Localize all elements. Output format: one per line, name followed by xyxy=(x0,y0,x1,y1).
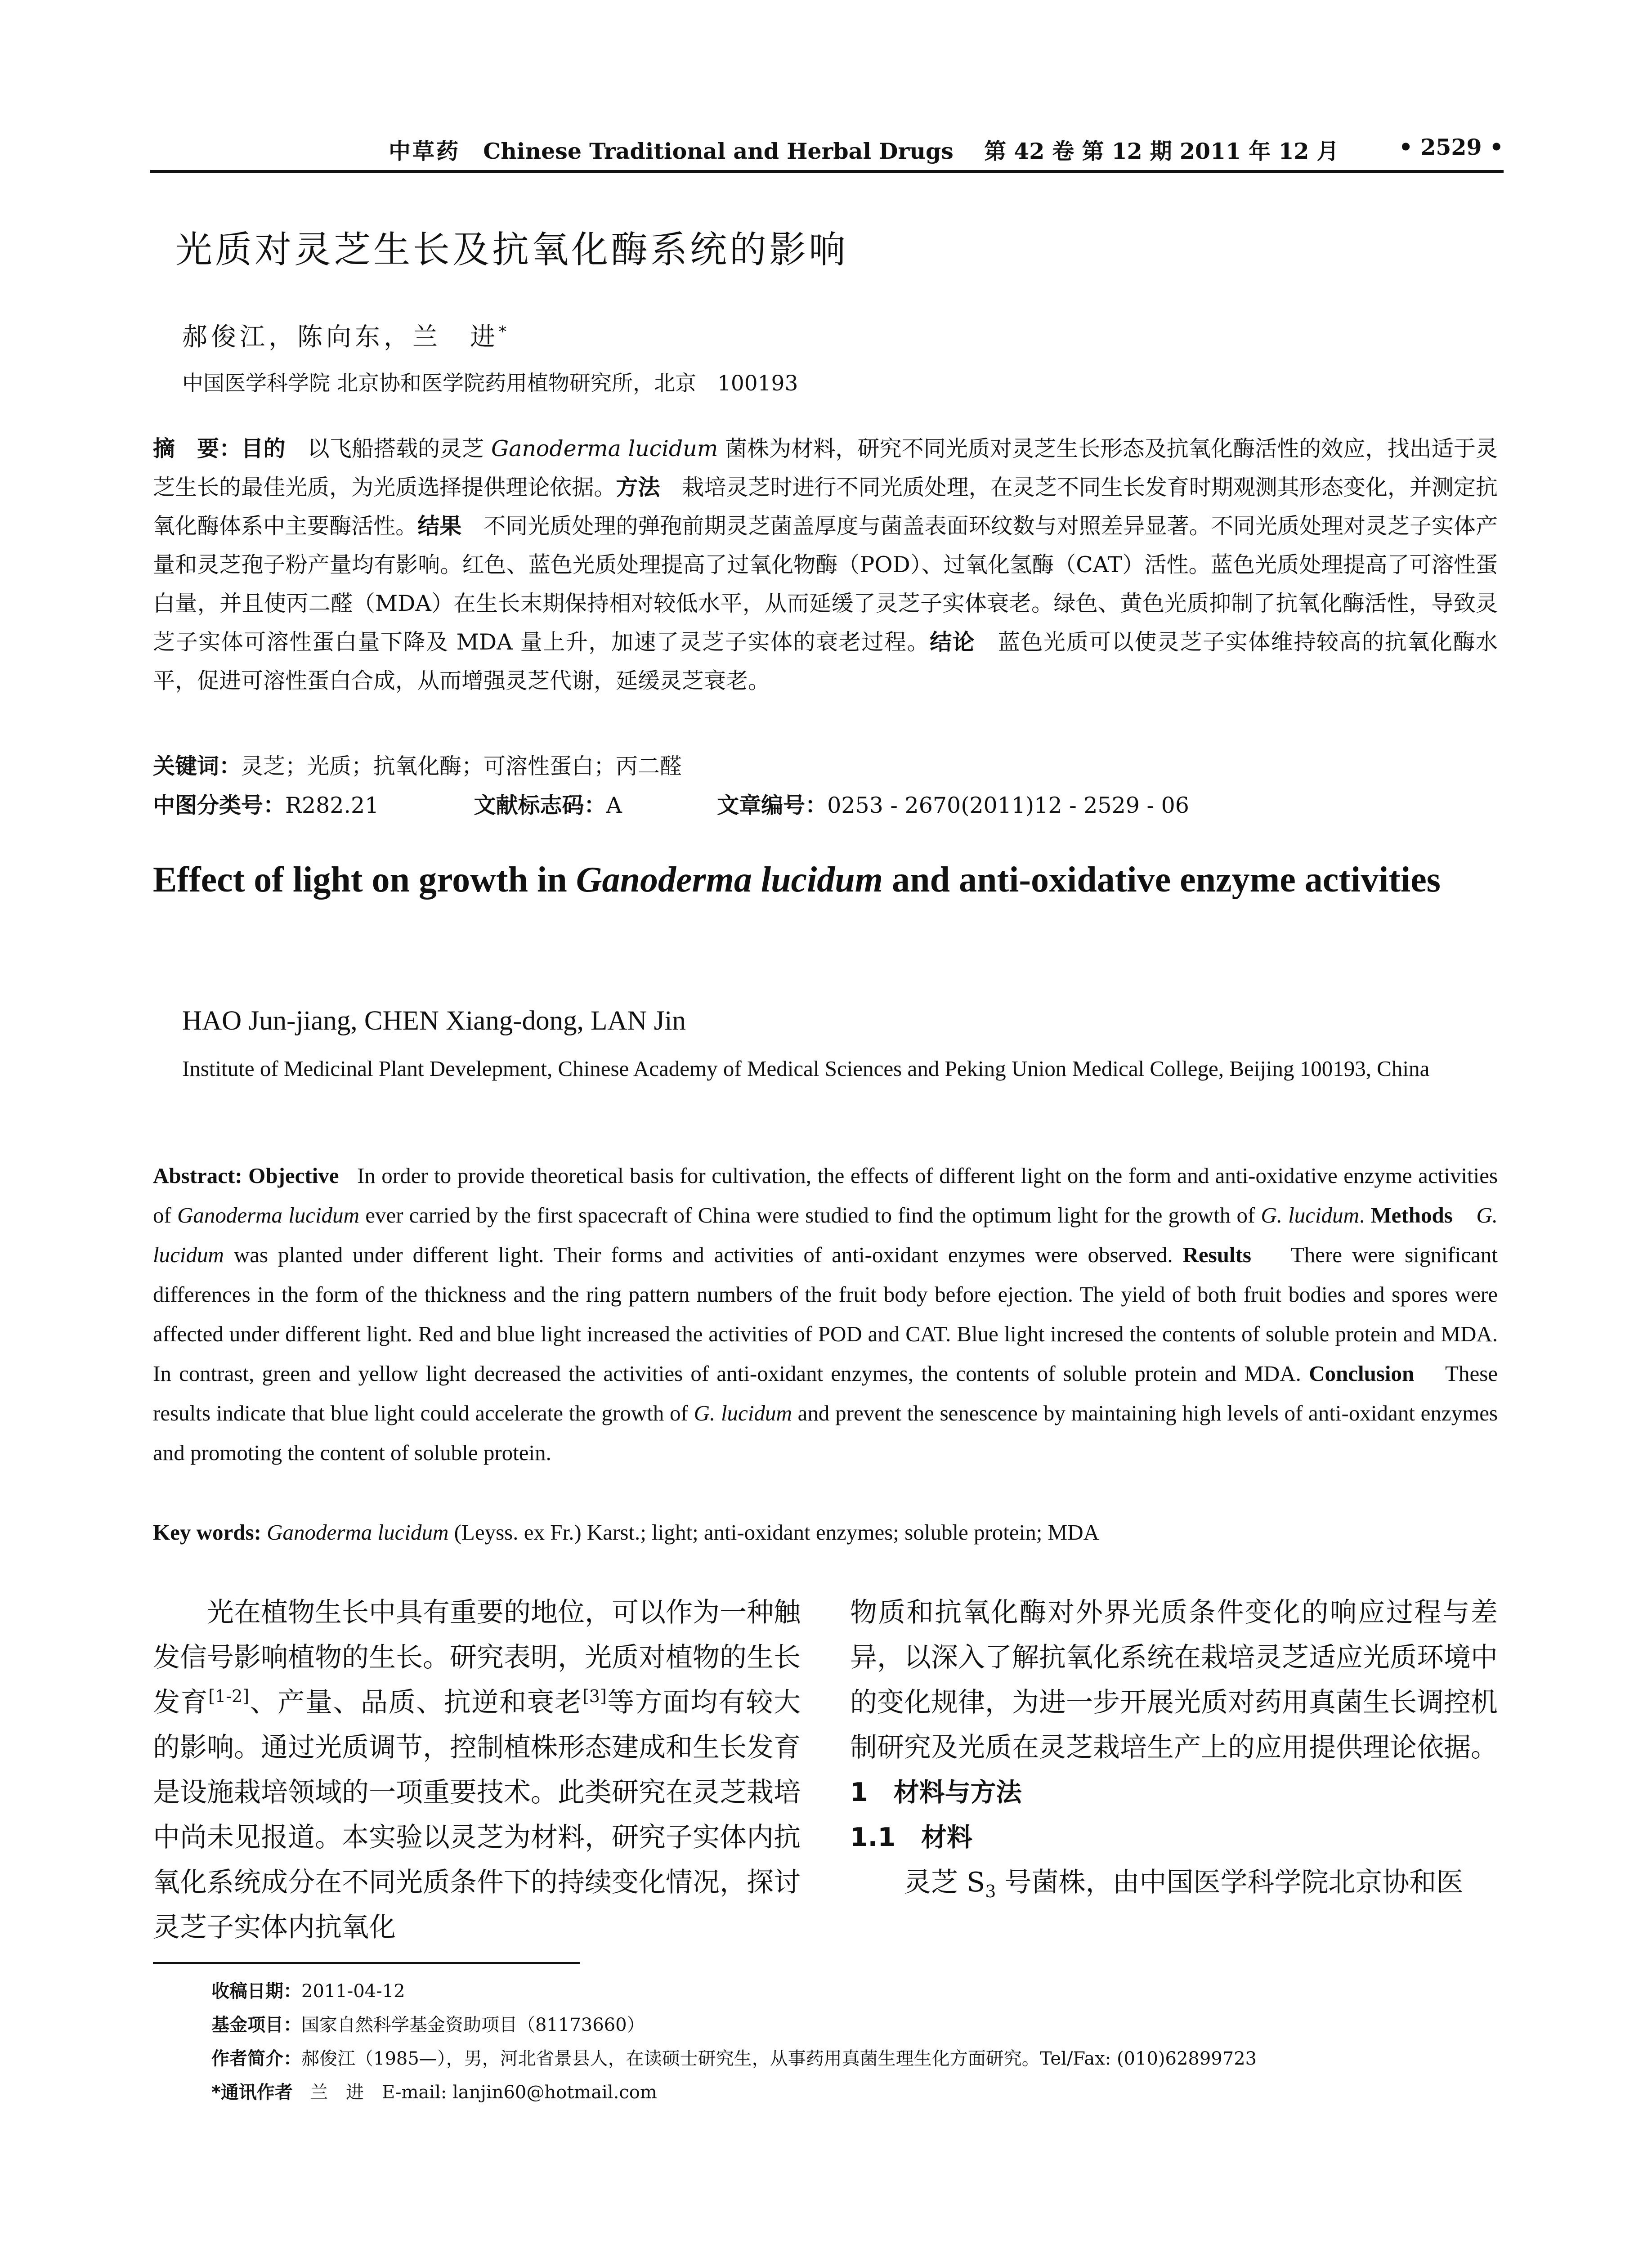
authors-en: HAO Jun-jiang, CHEN Xiang-dong, LAN Jin xyxy=(182,1006,686,1036)
results-cn-label: 结果 xyxy=(417,513,462,539)
conclusion-en-species: G. lucidum xyxy=(694,1401,792,1425)
corresponding-text: 兰 进 E-mail: lanjin60@hotmail.com xyxy=(310,2082,657,2103)
footnote-fund xyxy=(211,2011,645,2036)
footnote-corresponding xyxy=(211,2078,657,2104)
citation-1-2: [1-2] xyxy=(208,1686,250,1706)
authors-cn xyxy=(182,317,510,353)
article-no-label: 文章编号： xyxy=(717,793,828,818)
received-label: 收稿日期： xyxy=(211,1981,301,2002)
objective-en-text-b: ever carried by the first spacecraft of China were studied to find the optimum light for the growth of xyxy=(359,1203,1261,1228)
title-en xyxy=(153,855,1498,905)
keywords-cn-label: 关键词： xyxy=(153,753,242,779)
abstract-cn xyxy=(153,430,1498,700)
abstract-cn-label: 摘 要： xyxy=(153,436,242,461)
fund-text: 国家自然科学基金资助项目（81173660） xyxy=(301,2015,645,2035)
conclusion-cn-text: 蓝色光质可以使灵芝子实体维持较高的抗氧化酶水平，促进可溶性蛋白合成，从而增强灵芝代谢，延缓灵芝衰老。 xyxy=(153,629,1498,694)
affiliation-cn: 中国医学科学院 北京协和医学院药用植物研究所，北京 100193 xyxy=(182,371,798,396)
author-bio-label: 作者简介： xyxy=(211,2048,301,2069)
results-cn-text: 不同光质处理的弹孢前期灵芝菌盖厚度与菌盖表面环纹数与对照差异显著。不同光质处理对灵芝子实体产量和灵芝孢子粉产量均有影响。红色、蓝色光质处理提高了过氧化物酶（POD）、过氧化氢酶（CAT）活性。蓝色光质处理提高了可溶性蛋白量，并且使丙二醛（MDA）在生长末期保持相对较低水平，从而延缓了灵芝子实体衰老。绿色、黄色光质抑制了抗氧化酶活性，导致灵芝子实体可溶性蛋白量下降及 MDA 量上升，加速了灵芝子实体的衰老过程。 xyxy=(153,513,1498,655)
materials-paragraph xyxy=(850,1860,1498,1905)
objective-en-species-short: G. lucidum xyxy=(1261,1203,1360,1228)
intro-paragraph-cont: 物质和抗氧化酶对外界光质条件变化的响应过程与差异，以深入了解抗氧化系统在栽培灵芝适应光质环境中的变化规律，为进一步开展光质对药用真菌生长调控机制研究及光质在灵芝栽培生产上的应用提供理论依据。 xyxy=(850,1597,1498,1763)
section-heading-1-1: 1.1 材料 xyxy=(850,1823,972,1852)
species-name: Ganoderma lucidum xyxy=(491,436,718,461)
doc-code-value: A xyxy=(606,793,622,818)
conclusion-cn-label: 结论 xyxy=(930,629,976,655)
methods-en-species: G. lucidum xyxy=(153,1203,1498,1267)
running-header xyxy=(150,134,1504,173)
objective-en-species: Ganoderma lucidum xyxy=(177,1203,360,1228)
keywords-en-text: (Leyss. ex Fr.) Karst.; light; anti-oxidant enzymes; soluble protein; MDA xyxy=(448,1520,1099,1545)
footnote-received xyxy=(211,1977,405,2003)
objective-cn-rest: 菌株为材料，研究不同光质对灵芝生长形态及抗氧化酶活性的效应，找出适于灵芝生长的最佳光质，为光质选择提供理论依据。 xyxy=(153,436,1498,500)
objective-cn-text: 以飞船搭载的灵芝 xyxy=(307,436,492,461)
article-no-value: 0253 - 2670(2011)12 - 2529 - 06 xyxy=(827,793,1189,818)
journal-name-en: Chinese Traditional and Herbal Drugs xyxy=(483,138,954,164)
objective-en-text-c: . xyxy=(1359,1203,1365,1228)
intro-text-1: 光在植物生长中具有重要的地位，可以作为一种触发信号影响植物的生长。研究表明，光质对植物的生长发育 xyxy=(153,1597,801,1718)
page-number: • 2529 • xyxy=(1398,134,1504,160)
methods-cn-text: 栽培灵芝时进行不同光质处理，在灵芝不同生长发育时期观测其形态变化，并测定抗氧化酶体系中主要酶活性。 xyxy=(153,475,1498,539)
results-en-label: Results xyxy=(1182,1242,1251,1267)
strain-subscript: 3 xyxy=(985,1882,996,1901)
clc-value: R282.21 xyxy=(285,793,379,818)
received-date: 2011-04-12 xyxy=(301,1981,405,2002)
clc-label: 中图分类号： xyxy=(153,793,286,818)
footnote-author xyxy=(211,2044,1257,2070)
keywords-cn xyxy=(153,749,682,780)
body-column-right xyxy=(850,1590,1498,1905)
materials-text-1: 灵芝 S xyxy=(904,1867,985,1898)
title-en-part2: and anti-oxidative enzyme activities xyxy=(883,860,1441,900)
abstract-en xyxy=(153,1156,1498,1473)
intro-paragraph xyxy=(153,1590,801,1950)
objective-en-text: In order to provide theoretical basis for cultivation, the effects of different light on the form and anti-oxidative enzyme activities of xyxy=(153,1163,1498,1228)
objective-cn-label: 目的 xyxy=(241,436,286,461)
title-en-species: Ganoderma lucidum xyxy=(576,860,883,900)
journal-header xyxy=(389,134,1339,166)
corresponding-mark: * xyxy=(499,323,510,341)
journal-name-cn: 中草药 xyxy=(389,138,461,164)
intro-text-2: 、产量、品质、抗逆和衰老 xyxy=(249,1687,582,1718)
methods-en-text: was planted under different light. Their forms and activities of anti-oxidant enzymes were observed. xyxy=(224,1242,1173,1267)
fund-label: 基金项目： xyxy=(211,2015,301,2035)
conclusion-en-text: These results indicate that blue light could accelerate the growth of xyxy=(153,1361,1498,1425)
methods-en-label: Methods xyxy=(1370,1203,1453,1228)
methods-cn-label: 方法 xyxy=(616,475,660,500)
title-cn: 光质对灵芝生长及抗氧化酶系统的影响 xyxy=(175,228,849,271)
intro-text-3: 等方面均有较大的影响。通过光质调节，控制植株形态建成和生长发育是设施栽培领域的一项重要技术。此类研究在灵芝栽培中尚未见报道。本实验以灵芝为材料，研究子实体内抗氧化系统成分在不同光质条件下的持续变化情况，探讨灵芝子实体内抗氧化 xyxy=(153,1687,801,1943)
conclusion-en-text-b: and prevent the senescence by maintaining high levels of anti-oxidant enzymes and promoting the content of soluble protein. xyxy=(153,1401,1498,1465)
body-column-left xyxy=(153,1590,801,1950)
abstract-en-label: Abstract: xyxy=(153,1163,242,1188)
issue-info: 第 42 卷 第 12 期 2011 年 12 月 xyxy=(984,138,1339,164)
conclusion-en-label: Conclusion xyxy=(1309,1361,1415,1386)
objective-en-label: Objective xyxy=(248,1163,339,1188)
footnote-divider xyxy=(153,1962,580,1964)
author-bio-text: 郝俊江（1985—），男，河北省景县人，在读硕士研究生，从事药用真菌生理生化方面研究。Tel/Fax: (010)62899723 xyxy=(301,2048,1257,2069)
affiliation-en: Institute of Medicinal Plant Develepment, Chinese Academy of Medical Sciences and Peking Union Medical College, Beijing 100193, China xyxy=(182,1056,1430,1081)
keywords-en-label: Key words: xyxy=(153,1520,261,1545)
doc-code-label: 文献标志码： xyxy=(474,793,606,818)
classification-line xyxy=(153,788,1189,820)
section-heading-1: 1 材料与方法 xyxy=(850,1778,1022,1807)
materials-text-2: 号菌株，由中国医学科学院北京协和医 xyxy=(996,1867,1464,1898)
keywords-en xyxy=(153,1519,1498,1545)
authors-cn-names: 郝俊江，陈向东，兰 进 xyxy=(182,323,499,352)
keywords-cn-text: 灵芝；光质；抗氧化酶；可溶性蛋白；丙二醛 xyxy=(241,753,682,779)
keywords-en-species: Ganoderma lucidum xyxy=(267,1520,449,1545)
corresponding-label: *通讯作者 xyxy=(211,2082,293,2103)
title-en-part1: Effect of light on growth in xyxy=(153,860,576,900)
citation-3: [3] xyxy=(582,1686,607,1706)
results-en-text: There were significant differences in the form of the thickness and the ring pattern numbers of the fruit body before ejection. The yield of both fruit bodies and spores were affected under different light. Red and blue light increased the activities of POD and CAT. Blue light incresed the contents of soluble protein and MDA. In contrast, green and yellow light decreased the activities of anti-oxidant enzymes, the contents of soluble protein and MDA. xyxy=(153,1242,1498,1386)
